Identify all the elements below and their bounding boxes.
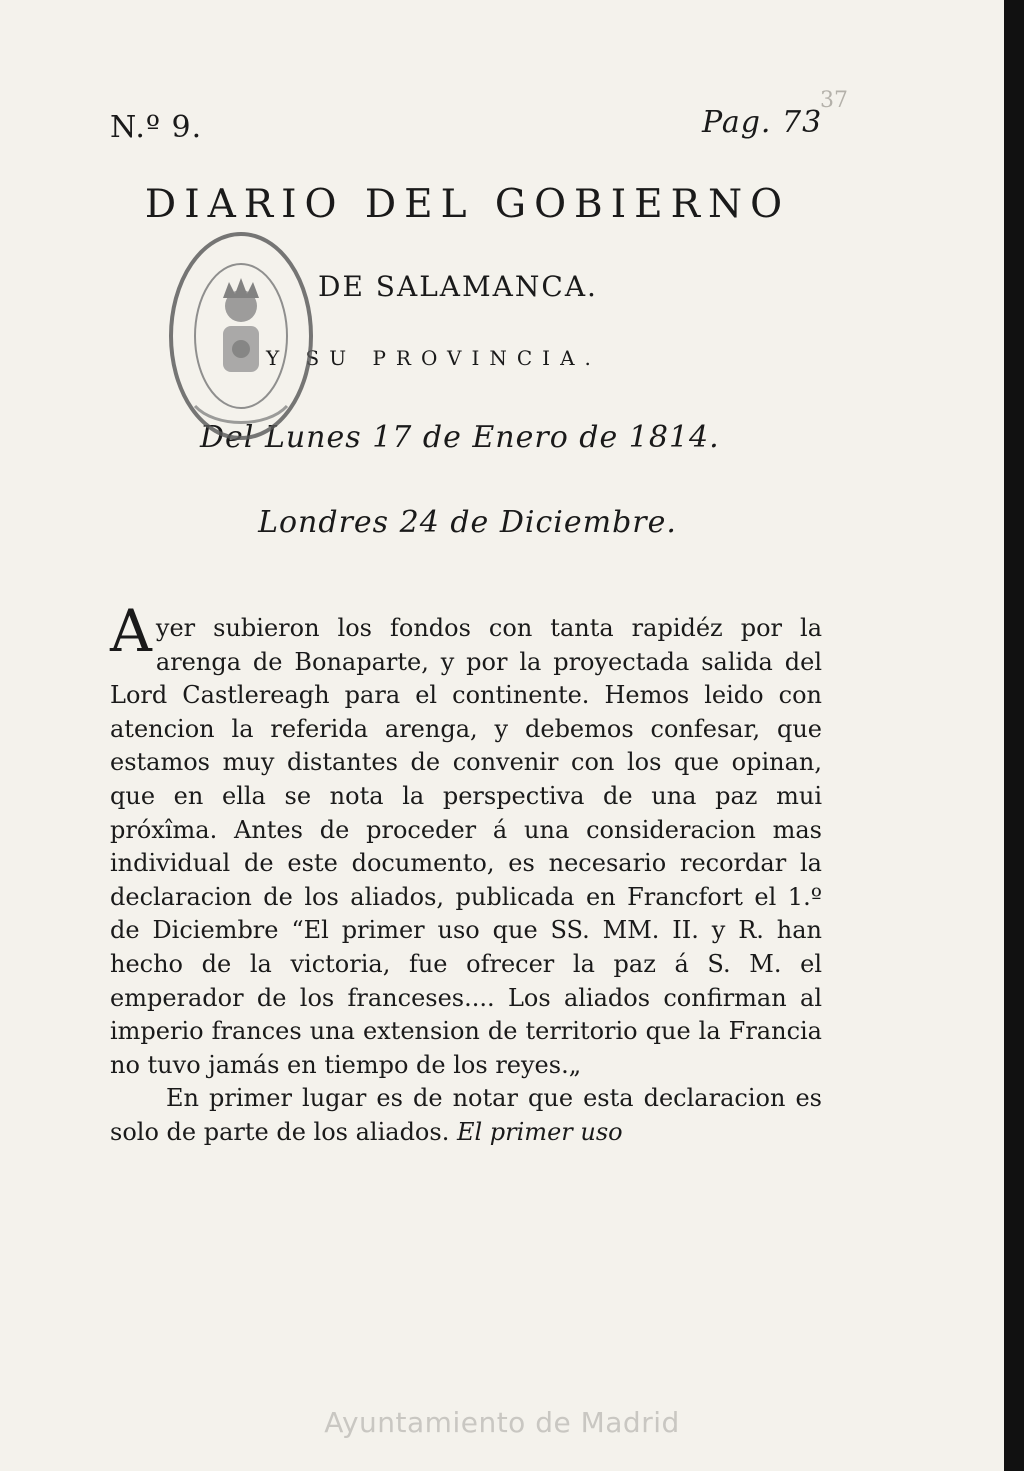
article-paragraph-continued [110,1082,822,1149]
paragraph-italic-text: El primer uso [456,1117,623,1146]
issue-number: N.º 9. [110,110,203,145]
article-body [110,597,822,1150]
margin-note: 37 [820,88,848,113]
issue-date: Del Lunes 17 de Enero de 1814. [200,420,720,455]
article-paragraph: Ayer subieron los fondos con tanta rapidéz por la arenga de Bonaparte, y por la proyectada salida del Lord Castlereagh para el continente. Hemos leido con atencion la referida arenga, y debemos confesar, que estamos muy distantes de convenir con los que opinan, que en ella se nota la perspectiva de una paz mui próxîma. Antes de proceder á una consideracion mas individual de este documento, es necesario recordar la declaracion de los aliados, publicada en Francfort el 1.º de Diciembre “El primer uso que SS. MM. II. y R. han hecho de la victoria, fue ofrecer la paz á S. M. el emperador de los franceses.... Los aliados confirman al imperio frances una extension de territorio que la Francia no tuvo jamás en tiempo de los reyes.„ [110,597,822,1079]
subtitle-city: DE SALAMANCA. [318,270,598,303]
newspaper-title: DIARIO DEL GOBIERNO [144,182,791,227]
scan-border [1004,0,1024,1471]
paragraph-text: En primer lugar es de notar que esta declaracion es solo de parte de los aliados. [110,1084,822,1146]
watermark: Ayuntamiento de Madrid [324,1406,680,1439]
article-dateline: Londres 24 de Diciembre. [258,505,677,540]
page-number: Pag. 73 [702,105,823,140]
subtitle-province: Y SU PROVINCIA. [266,346,601,370]
library-stamp [165,228,317,444]
